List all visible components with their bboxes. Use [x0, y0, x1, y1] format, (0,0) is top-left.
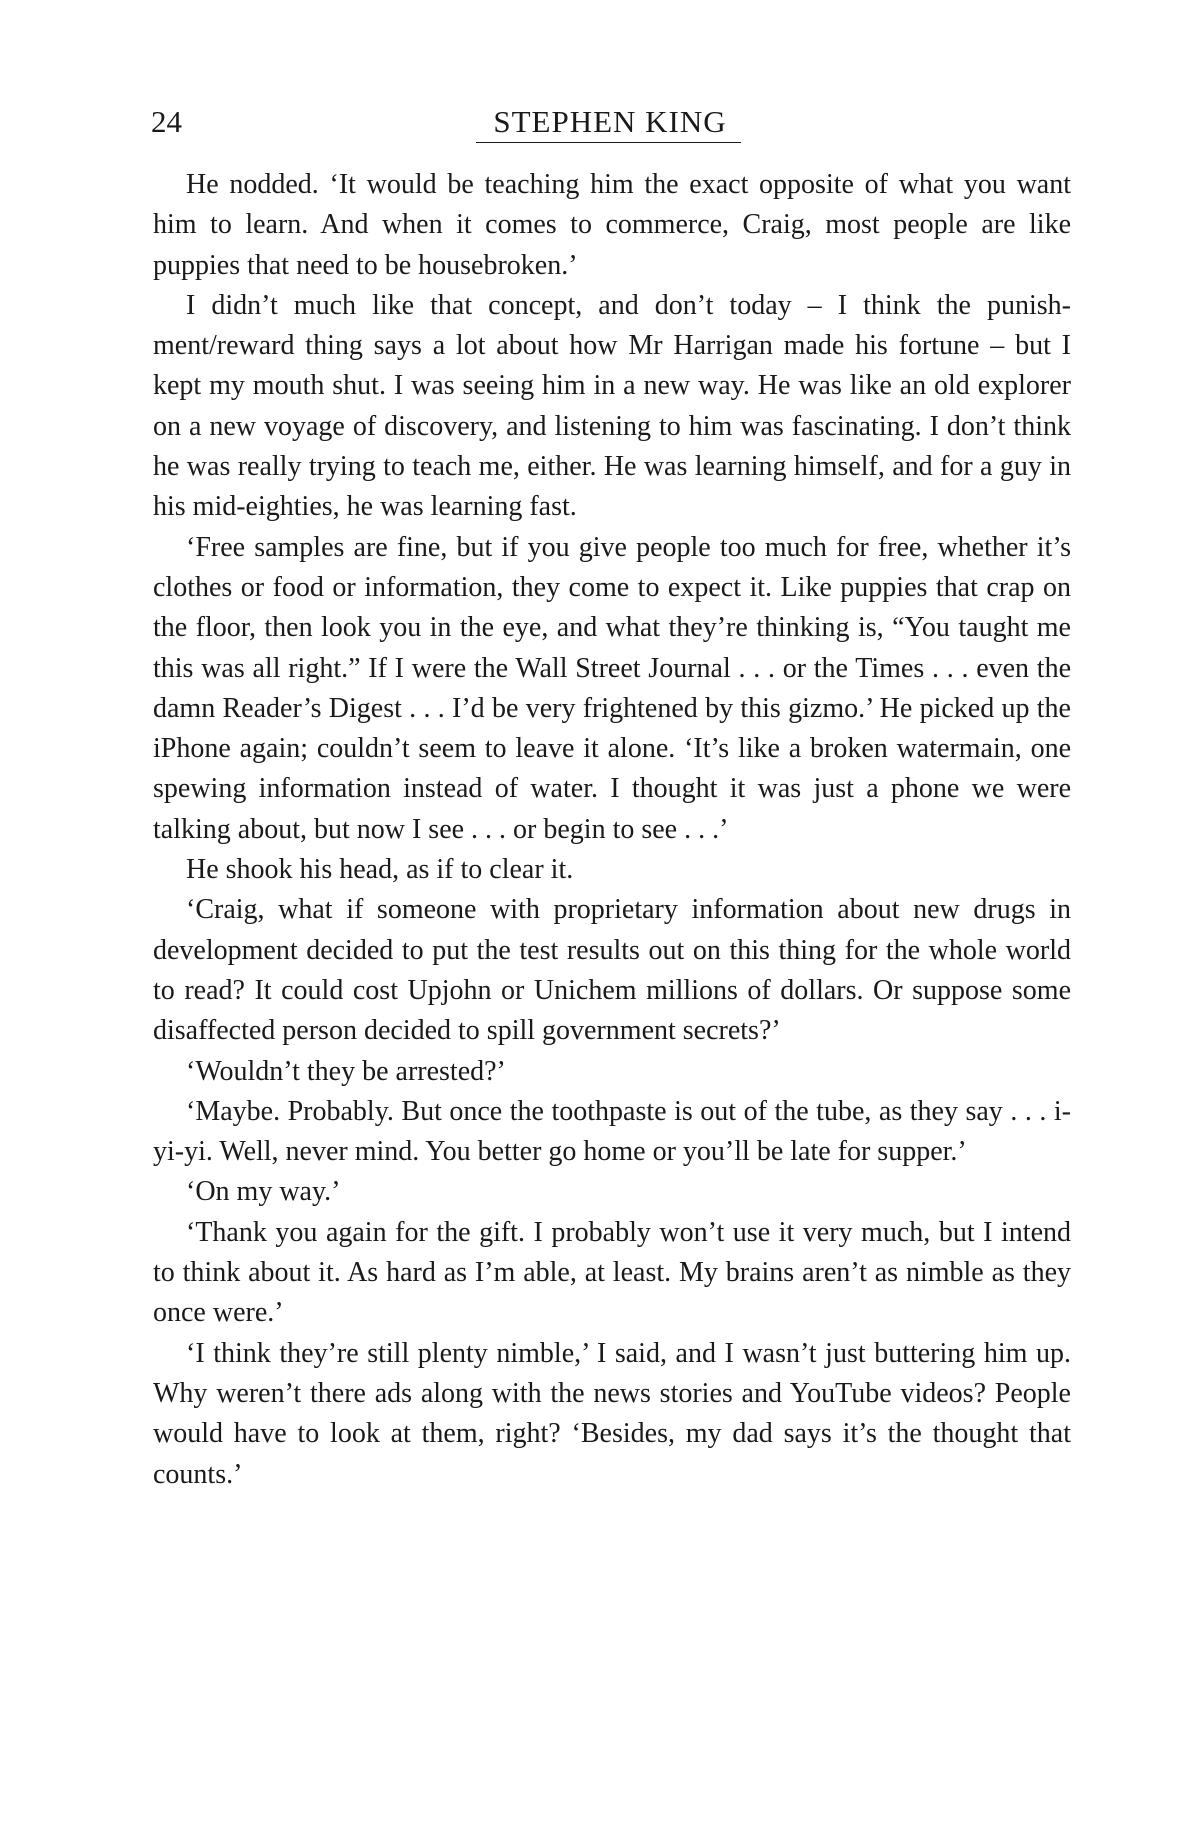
paragraph: He nodded. ‘It would be teaching him the exact opposite of what you want him to learn. And when it comes to commerce, Craig, most people are like puppies that need to be housebroken.’ — [153, 169, 1071, 281]
page-header — [151, 100, 1069, 144]
paragraph: ‘On my way.’ — [186, 1176, 341, 1208]
page-number: 24 — [151, 104, 182, 139]
header-rule — [476, 142, 741, 143]
paragraph: ‘Maybe. Probably. But once the toothpaste is out of the tube, as they say . . . i-yi-yi. Well, never mind. You better go home or you’ll be late for supper.’ — [153, 1095, 1071, 1168]
running-head: STEPHEN KING — [493, 104, 727, 139]
paragraph: ‘Wouldn’t they be arrested?’ — [186, 1055, 506, 1087]
paragraph: ‘I think they’re still plenty nimble,’ I said, and I wasn’t just buttering him up. Why weren’t there ads along with the news stories and YouTube videos? People would have to look at them, right? ‘Besides, my dad says it’s the thought that counts.’ — [153, 1337, 1071, 1490]
paragraph: I didn’t much like that concept, and don’t today – I think the punishment/reward thing says a lot about how Mr Harrigan made his fortune – but I kept my mouth shut. I was seeing him in a new way. He was like an old explorer on a new voyage of discovery, and listening to him was fascinating. I don’t think he was really trying to teach me, either. He was learning himself, and for a guy in his mid-eighties, he was learning fast. — [153, 289, 1071, 523]
paragraph: ‘Craig, what if someone with proprietary information about new drugs in development decided to put the test results out on this thing for the whole world to read? It could cost Upjohn or Unichem millions of dollars. Or suppose some disaffected person decided to spill government secrets?’ — [153, 894, 1071, 1047]
paragraph: ‘Thank you again for the gift. I probably won’t use it very much, but I intend to think about it. As hard as I’m able, at least. My brains aren’t as nimble as they once were.’ — [153, 1216, 1071, 1329]
body-text — [153, 165, 1071, 1495]
paragraph: He shook his head, as if to clear it. — [186, 854, 574, 886]
paragraph: ‘Free samples are fine, but if you give people too much for free, whether it’s clothes or food or information, they come to expect it. Like puppies that crap on the floor, then look you in the eye, and what they’re thinking is, “You taught me this was all right.” If I were the Wall Street Journal . . . or the Times . . . even the damn Reader’s Digest . . . I’d be very frightened by this gizmo.’ He picked up the iPhone again; couldn’t seem to leave it alone. ‘It’s like a broken watermain, one spewing information instead of water. I thought it was just a phone we were talking about, but now I see . . . or begin to see . . .’ — [153, 531, 1071, 845]
